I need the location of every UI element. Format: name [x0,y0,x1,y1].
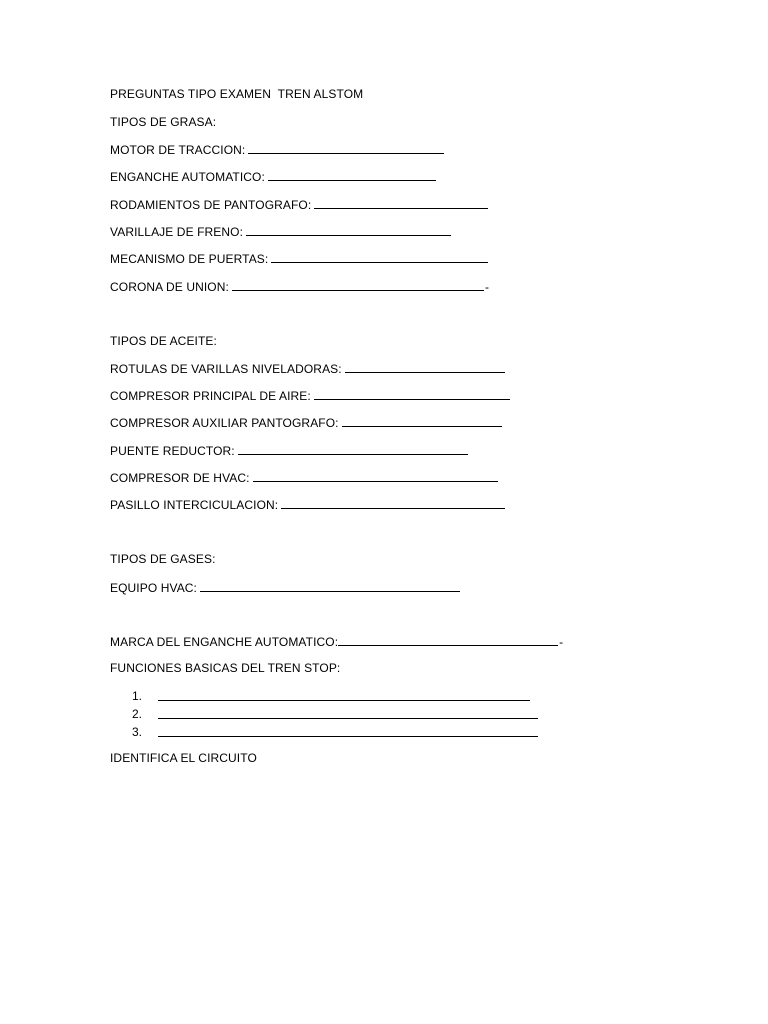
list-number: 1. [132,689,143,703]
aceite-heading: TIPOS DE ACEITE: [110,334,217,348]
aceite-label: PUENTE REDUCTOR: [110,444,235,458]
answer-blank[interactable] [271,251,488,263]
gases-heading: TIPOS DE GASES: [110,552,216,566]
trailing-dash: - [559,635,564,649]
answer-blank[interactable] [342,415,502,427]
list-number: 2. [132,707,143,721]
aceite-label: COMPRESOR DE HVAC: [110,471,250,485]
grasa-item-mecanismo [110,251,488,266]
grasa-label: VARILLAJE DE FRENO: [110,225,244,239]
aceite-label: PASILLO INTERCICULACION: [110,498,279,512]
grasa-heading: TIPOS DE GRASA: [110,115,217,129]
answer-blank[interactable] [158,725,538,737]
grasa-label: ENGANCHE AUTOMATICO: [110,170,265,184]
marca-label: MARCA DEL ENGANCHE AUTOMATICO: [110,635,339,649]
funciones-heading: FUNCIONES BASICAS DEL TREN STOP: [110,661,341,675]
aceite-item-puente [110,443,468,458]
answer-blank[interactable] [281,497,505,509]
answer-blank[interactable] [314,197,488,209]
grasa-label: RODAMIENTOS DE PANTOGRAFO: [110,198,312,212]
grasa-item-varillaje [110,224,451,239]
answer-blank[interactable] [345,361,505,373]
answer-blank[interactable] [248,142,444,154]
answer-blank[interactable] [200,580,460,592]
answer-blank[interactable] [246,224,451,236]
grasa-label: CORONA DE UNION: [110,280,229,294]
trailing-dash: - [484,280,490,294]
answer-blank[interactable] [238,443,468,455]
answer-blank[interactable] [158,707,538,719]
grasa-item-rodamientos [110,197,488,212]
aceite-item-pasillo [110,497,505,512]
list-number: 3. [132,725,143,739]
grasa-item-motor [110,142,444,157]
grasa-item-corona [110,279,489,294]
exam-title: PREGUNTAS TIPO EXAMEN TREN ALSTOM [110,87,364,101]
aceite-item-hvac [110,470,498,485]
aceite-label: COMPRESOR AUXILIAR PANTOGRAFO: [110,416,339,430]
answer-blank[interactable] [338,634,558,646]
answer-blank[interactable] [158,689,530,701]
grasa-label: MECANISMO DE PUERTAS: [110,252,269,266]
answer-blank[interactable] [314,388,510,400]
marca-enganche [110,634,563,649]
circuito-heading: IDENTIFICA EL CIRCUITO [110,751,257,765]
gases-label: EQUIPO HVAC: [110,581,197,595]
grasa-item-enganche [110,169,436,184]
aceite-label: COMPRESOR PRINCIPAL DE AIRE: [110,389,311,403]
aceite-item-rotulas [110,361,505,376]
aceite-item-compresor-auxiliar [110,415,502,430]
answer-blank[interactable] [232,279,484,291]
answer-blank[interactable] [253,470,498,482]
gases-item-hvac [110,580,460,595]
aceite-item-compresor-principal [110,388,510,403]
aceite-label: ROTULAS DE VARILLAS NIVELADORAS: [110,362,342,376]
grasa-label: MOTOR DE TRACCION: [110,143,246,157]
answer-blank[interactable] [268,169,436,181]
